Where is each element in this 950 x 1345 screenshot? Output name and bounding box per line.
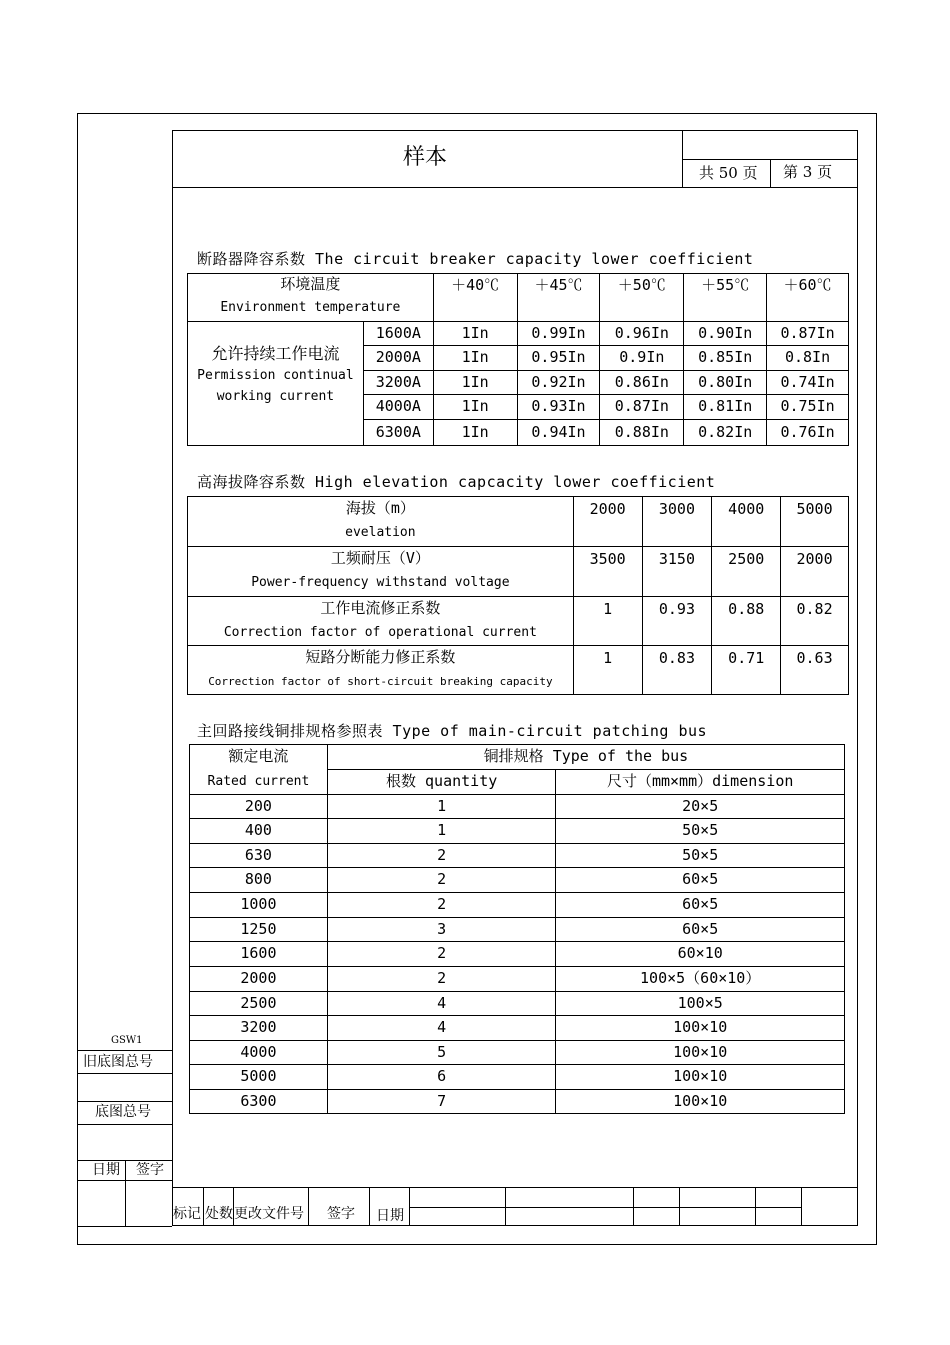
coef-cell: 0.96In <box>600 322 684 346</box>
quantity-cell: 2 <box>327 942 556 967</box>
sidebar-line <box>77 1101 172 1102</box>
rated-current-cell: 1600 <box>190 942 328 967</box>
rated-current-en: Rated current <box>190 770 328 795</box>
footer-divider <box>308 1187 309 1226</box>
sidebar-sign-label: 签字 <box>136 1162 164 1178</box>
elevation-value: 3150 <box>642 547 712 597</box>
total-pages: 共 50 页 <box>699 164 758 182</box>
coef-cell: 1In <box>433 346 517 371</box>
elevation-label-en: Correction factor of short-circuit breaking capacity <box>208 674 553 688</box>
elevation-row <box>188 646 849 695</box>
elevation-label-cn: 短路分断能力修正系数 <box>305 648 456 666</box>
rated-current-cell: 5000 <box>190 1065 328 1090</box>
elevation-value: 0.83 <box>642 646 712 695</box>
dimension-cell: 50×5 <box>556 844 845 868</box>
table-row <box>190 819 845 844</box>
current-cell: 6300A <box>363 420 433 446</box>
footer-divider <box>801 1187 802 1226</box>
page-number: 第 3 页 <box>783 163 833 181</box>
dimension-cell: 100×10 <box>556 1065 845 1090</box>
current-cell: 2000A <box>363 346 433 371</box>
temp-45: ＋45℃ <box>517 274 600 322</box>
elevation-value: 1 <box>573 597 642 646</box>
footer-place-count-label: 处数 <box>205 1206 233 1222</box>
table-row <box>190 918 845 942</box>
elevation-value: 1 <box>573 646 642 695</box>
sidebar-line <box>77 1073 172 1074</box>
dimension-cell: 60×5 <box>556 893 845 918</box>
elevation-label-en: Correction factor of operational current <box>223 624 537 640</box>
quantity-cell: 2 <box>327 967 556 992</box>
permission-current-en1: Permission continual <box>197 367 354 383</box>
quantity-cell: 5 <box>327 1041 556 1065</box>
dimension-cell: 50×5 <box>556 819 845 844</box>
quantity-cell: 4 <box>327 992 556 1016</box>
elevation-row <box>188 597 849 646</box>
elevation-value: 3000 <box>642 497 712 547</box>
derating-header-row <box>188 274 849 322</box>
dimension-cell: 60×5 <box>556 868 845 893</box>
old-base-number-label: 旧底图总号 <box>83 1054 153 1070</box>
quantity-cell: 3 <box>327 918 556 942</box>
elevation-label-cell <box>188 547 574 597</box>
sidebar-line <box>77 1226 172 1227</box>
temp-55: ＋55℃ <box>684 274 767 322</box>
coef-cell: 0.90In <box>684 322 767 346</box>
page-title: 样本 <box>403 145 448 170</box>
elevation-value: 2000 <box>781 547 849 597</box>
rated-current-cell: 800 <box>190 868 328 893</box>
quantity-cell: 1 <box>327 795 556 819</box>
coef-cell: 0.85In <box>684 346 767 371</box>
table-row <box>190 795 845 819</box>
dimension-cell: 100×10 <box>556 1016 845 1041</box>
coef-cell: 0.80In <box>684 371 767 395</box>
coef-cell: 0.81In <box>684 395 767 420</box>
rated-current-cell: 630 <box>190 844 328 868</box>
elevation-label-cell <box>188 646 574 695</box>
current-cell: 1600A <box>363 322 433 346</box>
footer-date-label: 日期 <box>376 1208 404 1224</box>
current-cell: 3200A <box>363 371 433 395</box>
rated-current-cell: 1000 <box>190 893 328 918</box>
footer-divider <box>679 1187 680 1226</box>
base-number-label: 底图总号 <box>95 1104 151 1120</box>
coef-cell: 1In <box>433 395 517 420</box>
table-row <box>190 1090 845 1114</box>
table-row <box>190 1041 845 1065</box>
coef-cell: 0.87In <box>767 322 849 346</box>
table-row <box>190 868 845 893</box>
rated-current-cell: 3200 <box>190 1016 328 1041</box>
table-row <box>190 893 845 918</box>
section1-heading: 断路器降容系数 The circuit breaker capacity lower coefficient <box>197 250 754 268</box>
rated-current-cn: 额定电流 <box>190 745 328 770</box>
busbar-header-row2 <box>190 770 845 795</box>
quantity-header: 根数 quantity <box>327 770 556 795</box>
table-row <box>190 844 845 868</box>
env-temp-cn: 环境温度 <box>280 275 341 293</box>
permission-current-cn: 允许持续工作电流 <box>211 344 340 363</box>
env-temp-cell <box>188 274 434 322</box>
dimension-cell: 60×10 <box>556 942 845 967</box>
section3-heading: 主回路接线铜排规格参照表 Type of main-circuit patching bus <box>197 722 708 740</box>
sidebar-divider <box>125 1160 126 1226</box>
footer-divider <box>369 1187 370 1226</box>
rated-current-cell: 4000 <box>190 1041 328 1065</box>
sidebar-date-label: 日期 <box>92 1162 120 1178</box>
footer-change-doc-label: 更改文件号 <box>234 1206 304 1222</box>
dimension-cell: 100×5（60×10） <box>556 967 845 992</box>
coef-cell: 1In <box>433 322 517 346</box>
rated-current-cell: 400 <box>190 819 328 844</box>
footer-mid-line <box>409 1207 801 1208</box>
coef-cell: 0.95In <box>517 346 600 371</box>
footer-divider <box>203 1187 204 1226</box>
quantity-cell: 2 <box>327 868 556 893</box>
elevation-label-cell <box>188 597 574 646</box>
busbar-header-row1 <box>190 745 845 770</box>
sidebar-line <box>77 1124 172 1125</box>
elevation-label-en: evelation <box>345 524 416 540</box>
current-cell: 4000A <box>363 395 433 420</box>
dimension-cell: 100×5 <box>556 992 845 1016</box>
elevation-value: 0.82 <box>781 597 849 646</box>
elevation-label-cn: 工频耐压（V） <box>330 549 430 567</box>
elevation-value: 5000 <box>781 497 849 547</box>
quantity-cell: 6 <box>327 1065 556 1090</box>
quantity-cell: 2 <box>327 844 556 868</box>
coef-cell: 0.75In <box>767 395 849 420</box>
coef-cell: 0.93In <box>517 395 600 420</box>
elevation-value: 0.71 <box>712 646 781 695</box>
permission-current-en2: working current <box>216 389 335 405</box>
temp-60: ＋60℃ <box>767 274 849 322</box>
coef-cell: 0.9In <box>600 346 684 371</box>
elevation-row <box>188 497 849 547</box>
coef-cell: 1In <box>433 371 517 395</box>
rated-current-cell: 2000 <box>190 967 328 992</box>
coef-cell: 0.74In <box>767 371 849 395</box>
rated-current-cell: 6300 <box>190 1090 328 1114</box>
elevation-value: 0.88 <box>712 597 781 646</box>
header-bottom-line <box>172 187 858 188</box>
table-row <box>190 992 845 1016</box>
temp-40: ＋40℃ <box>433 274 517 322</box>
elevation-label-en: Power-frequency withstand voltage <box>251 574 510 590</box>
elevation-value: 0.93 <box>642 597 712 646</box>
quantity-cell: 7 <box>327 1090 556 1114</box>
coef-cell: 0.88In <box>600 420 684 446</box>
section2-heading: 高海拔降容系数 High elevation capcacity lower coefficient <box>197 473 716 491</box>
elevation-value: 2000 <box>573 497 642 547</box>
coef-cell: 0.99In <box>517 322 600 346</box>
bus-type-header: 铜排规格 Type of the bus <box>327 745 844 770</box>
coef-cell: 0.92In <box>517 371 600 395</box>
temp-50: ＋50℃ <box>600 274 684 322</box>
permission-current-cell <box>188 322 364 446</box>
elevation-value: 0.63 <box>781 646 849 695</box>
elevation-label-cn: 海拔（m） <box>345 499 415 517</box>
elevation-value: 2500 <box>712 547 781 597</box>
footer-divider <box>505 1187 506 1226</box>
drawing-code: GSW1 <box>111 1035 143 1046</box>
quantity-cell: 4 <box>327 1016 556 1041</box>
rated-current-cell: 2500 <box>190 992 328 1016</box>
busbar-table <box>189 744 845 1114</box>
footer-divider <box>409 1187 410 1226</box>
coef-cell: 0.87In <box>600 395 684 420</box>
elevation-row <box>188 547 849 597</box>
dimension-cell: 100×10 <box>556 1090 845 1114</box>
rated-current-cell: 200 <box>190 795 328 819</box>
elevation-value: 4000 <box>712 497 781 547</box>
rated-current-cell: 1250 <box>190 918 328 942</box>
table-row <box>190 967 845 992</box>
elevation-label-cell <box>188 497 574 547</box>
quantity-cell: 2 <box>327 893 556 918</box>
dimension-header: 尺寸（mm×mm）dimension <box>556 770 845 795</box>
coef-cell: 0.76In <box>767 420 849 446</box>
coef-cell: 0.94In <box>517 420 600 446</box>
quantity-cell: 1 <box>327 819 556 844</box>
footer-sign-label: 签字 <box>327 1206 355 1222</box>
sidebar-line <box>77 1180 172 1181</box>
table-row <box>190 1065 845 1090</box>
dimension-cell: 60×5 <box>556 918 845 942</box>
sidebar-line <box>77 1050 172 1051</box>
derating-row <box>188 322 849 346</box>
dimension-cell: 20×5 <box>556 795 845 819</box>
header-page-divider <box>770 159 771 187</box>
coef-cell: 0.8In <box>767 346 849 371</box>
footer-divider <box>633 1187 634 1226</box>
dimension-cell: 100×10 <box>556 1041 845 1065</box>
derating-table <box>187 273 849 446</box>
coef-cell: 1In <box>433 420 517 446</box>
coef-cell: 0.86In <box>600 371 684 395</box>
table-row <box>190 942 845 967</box>
env-temp-en: Environment temperature <box>220 299 401 315</box>
elevation-value: 3500 <box>573 547 642 597</box>
elevation-label-cn: 工作电流修正系数 <box>320 599 441 617</box>
table-row <box>190 1016 845 1041</box>
footer-mark-label: 标记 <box>173 1206 201 1222</box>
coef-cell: 0.82In <box>684 420 767 446</box>
footer-divider <box>755 1187 756 1226</box>
elevation-table <box>187 496 849 695</box>
